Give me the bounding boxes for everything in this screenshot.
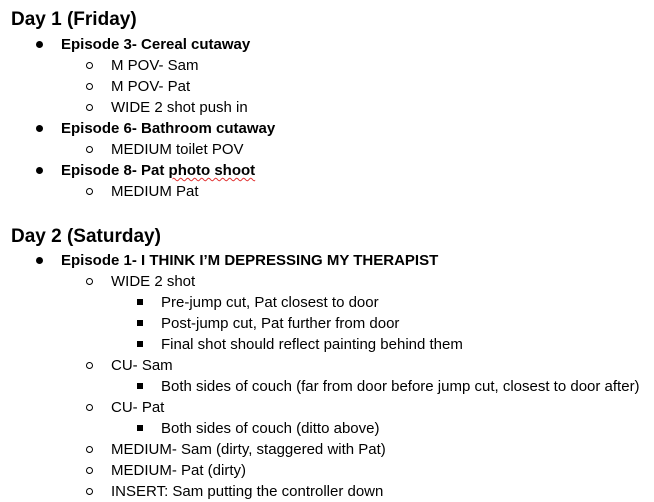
- filled-square-bullet-icon: [135, 376, 149, 397]
- hollow-circle-bullet-icon: [85, 97, 99, 118]
- episode-title: [61, 160, 255, 181]
- shot-label: MEDIUM toilet POV: [111, 141, 244, 158]
- episode-title-prefix: Episode 8- Pat: [61, 162, 169, 179]
- filled-circle-bullet-icon: [34, 250, 48, 271]
- filled-circle-bullet-icon: [34, 34, 48, 55]
- hollow-circle-bullet-icon: [85, 76, 99, 97]
- hollow-circle-bullet-icon: [85, 460, 99, 481]
- filled-square-bullet-icon: [135, 418, 149, 439]
- hollow-circle-bullet-icon: [85, 439, 99, 460]
- episode-title: Episode 3- Cereal cutaway: [61, 36, 251, 53]
- shot-label: INSERT: Sam putting the controller down: [111, 483, 384, 500]
- spellcheck-flagged-word[interactable]: photo shoot: [168, 162, 256, 179]
- day-2-heading: Day 2 (Saturday): [11, 226, 161, 247]
- episode-title: Episode 1- I THINK I’M DEPRESSING MY THERAPIST: [61, 252, 439, 269]
- note-text: Both sides of couch (ditto above): [161, 420, 380, 437]
- note-text: Post-jump cut, Pat further from door: [161, 315, 400, 332]
- filled-square-bullet-icon: [135, 313, 149, 334]
- filled-square-bullet-icon: [135, 334, 149, 355]
- shot-label: WIDE 2 shot push in: [111, 99, 248, 116]
- shot-label: M POV- Pat: [111, 78, 191, 95]
- hollow-circle-bullet-icon: [85, 139, 99, 160]
- filled-square-bullet-icon: [135, 292, 149, 313]
- shot-label: M POV- Sam: [111, 57, 199, 74]
- hollow-circle-bullet-icon: [85, 55, 99, 76]
- hollow-circle-bullet-icon: [85, 397, 99, 418]
- hollow-circle-bullet-icon: [85, 481, 99, 502]
- episode-title: Episode 6- Bathroom cutaway: [61, 120, 276, 137]
- shot-label: MEDIUM- Sam (dirty, staggered with Pat): [111, 441, 386, 458]
- shot-label: WIDE 2 shot: [111, 273, 196, 290]
- note-text: Final shot should reflect painting behind them: [161, 336, 463, 353]
- shot-label: CU- Sam: [111, 357, 173, 374]
- hollow-circle-bullet-icon: [85, 271, 99, 292]
- day-1-heading: Day 1 (Friday): [11, 9, 137, 30]
- note-text: Pre-jump cut, Pat closest to door: [161, 294, 379, 311]
- filled-circle-bullet-icon: [34, 160, 48, 181]
- hollow-circle-bullet-icon: [85, 355, 99, 376]
- note-text: Both sides of couch (far from door before jump cut, closest to door after): [161, 378, 640, 395]
- shot-label: MEDIUM- Pat (dirty): [111, 462, 246, 479]
- shot-label: MEDIUM Pat: [111, 183, 199, 200]
- shot-label: CU- Pat: [111, 399, 165, 416]
- hollow-circle-bullet-icon: [85, 181, 99, 202]
- filled-circle-bullet-icon: [34, 118, 48, 139]
